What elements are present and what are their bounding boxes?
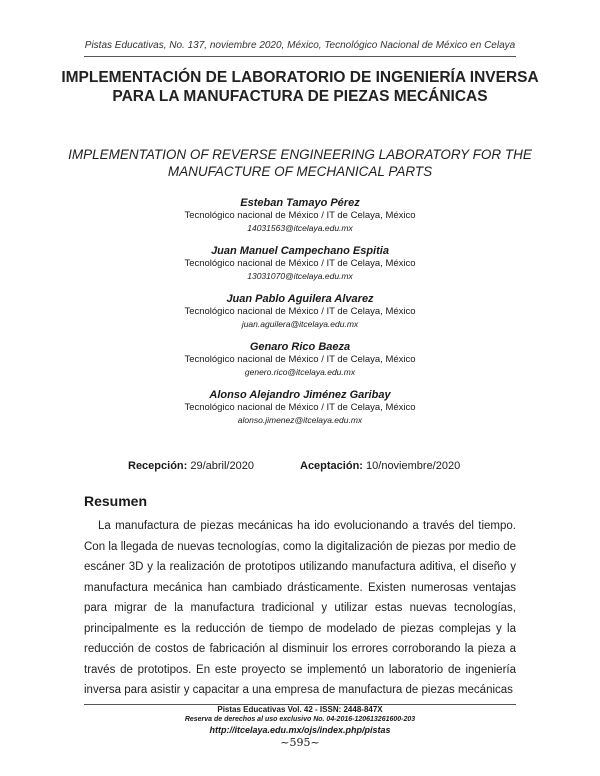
author-block bbox=[0, 244, 600, 282]
page-number: ~595~ bbox=[280, 736, 320, 749]
author-name: Esteban Tamayo Pérez bbox=[240, 197, 360, 209]
footer-journal: Pistas Educativas Vol. 42 - ISSN: 2448-847X bbox=[217, 705, 383, 714]
author-affiliation: Tecnológico nacional de México / IT de Celaya, México bbox=[184, 402, 416, 413]
author-name: Juan Manuel Campechano Espitia bbox=[211, 245, 389, 257]
received-value: 29/abril/2020 bbox=[190, 460, 254, 472]
abstract-heading: Resumen bbox=[84, 493, 148, 509]
author-name: Juan Pablo Aguilera Alvarez bbox=[226, 293, 374, 305]
abstract-text: La manufactura de piezas mecánicas ha ido evolucionando a través del tiempo. Con la llegada de nuevas tecnologías, como la digitalización de piezas por medio de escáner 3D y la realización de prototipos utilizando manufactura aditiva, el diseño y manufactura mecánica han cambiado drásticamente. Existen numerosas ventajas para migrar de la manufactura tradicional y utilizar estas nuevas tecnologías, principalmente es la reducción de tiempo de modelado de piezas complejas y la reducción de costos de fabricación al disminuir los errores corroborando la pieza a través de prototipos. En este proyecto se implementó un laboratorio de ingeniería inversa para asistir y capacitar a una empresa de manufactura de piezas mecánicas bbox=[84, 520, 516, 696]
author-block bbox=[0, 388, 600, 426]
running-header: Pistas Educativas, No. 137, noviembre 2020, México, Tecnológico Nacional de México en Celaya bbox=[84, 40, 516, 51]
author-block bbox=[0, 340, 600, 378]
author-affiliation: Tecnológico nacional de México / IT de Celaya, México bbox=[184, 354, 416, 365]
author-email[interactable]: 13031070@itcelaya.edu.mx bbox=[247, 271, 353, 281]
page-footer bbox=[0, 705, 600, 750]
paper-subtitle-english: IMPLEMENTATION OF REVERSE ENGINEERING LABORATORY FOR THE MANUFACTURE OF MECHANICAL PARTS bbox=[68, 147, 532, 179]
author-affiliation: Tecnológico nacional de México / IT de Celaya, México bbox=[184, 210, 416, 221]
author-name: Alonso Alejandro Jiménez Garibay bbox=[209, 389, 391, 401]
received-date bbox=[128, 460, 254, 472]
author-affiliation: Tecnológico nacional de México / IT de Celaya, México bbox=[184, 306, 416, 317]
footer-url[interactable]: http://itcelaya.edu.mx/ojs/index.php/pistas bbox=[209, 725, 391, 735]
author-email[interactable]: 14031563@itcelaya.edu.mx bbox=[247, 223, 353, 233]
received-label: Recepción: bbox=[128, 460, 188, 472]
footer-rights: Reserva de derechos al uso exclusivo No. 04-2016-120613261600-203 bbox=[184, 716, 416, 723]
author-block bbox=[0, 292, 600, 330]
header-divider bbox=[84, 56, 516, 57]
accepted-label: Aceptación: bbox=[300, 460, 363, 472]
accepted-value: 10/noviembre/2020 bbox=[366, 460, 461, 472]
author-list bbox=[0, 196, 600, 436]
author-block bbox=[0, 196, 600, 234]
author-email[interactable]: genero.rico@itcelaya.edu.mx bbox=[244, 367, 356, 377]
paper-title: IMPLEMENTACIÓN DE LABORATORIO DE INGENIERÍA INVERSA PARA LA MANUFACTURA DE PIEZAS MECÁNICAS bbox=[61, 69, 539, 105]
author-email[interactable]: alonso.jimenez@itcelaya.edu.mx bbox=[237, 415, 363, 425]
author-email[interactable]: juan.aguilera@itcelaya.edu.mx bbox=[241, 319, 359, 329]
accepted-date bbox=[300, 460, 460, 472]
author-affiliation: Tecnológico nacional de México / IT de Celaya, México bbox=[184, 258, 416, 269]
author-name: Genaro Rico Baeza bbox=[249, 341, 351, 353]
